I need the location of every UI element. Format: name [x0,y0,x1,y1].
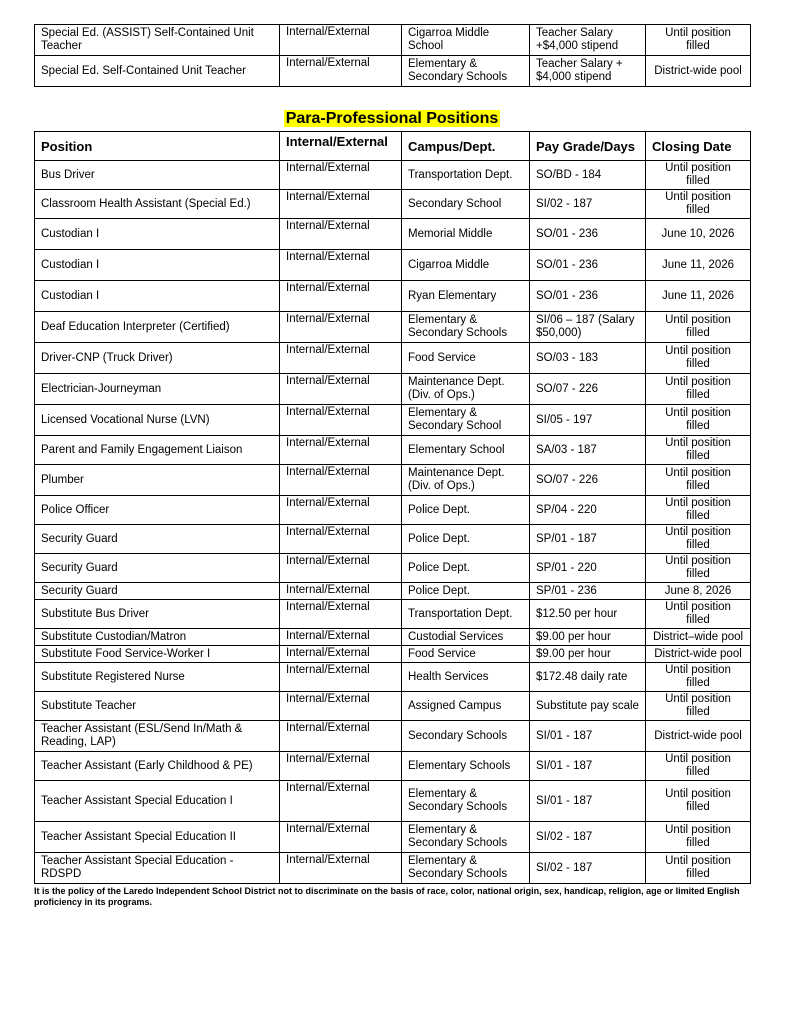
cell-internal-external: Internal/External [280,219,402,250]
cell-pay-grade: SO/01 - 236 [530,281,646,312]
cell-campus: Transportation Dept. [402,600,530,629]
cell-campus: Memorial Middle [402,219,530,250]
header-internal-external: Internal/External [280,132,402,161]
document-page [34,24,750,908]
teacher-positions-table [34,24,751,87]
cell-position: Security Guard [35,583,280,600]
cell-campus: Police Dept. [402,583,530,600]
cell-pay-grade: SP/01 - 236 [530,583,646,600]
cell-closing-date: Until position filled [646,822,751,853]
cell-closing-date: District-wide pool [646,721,751,752]
table-row [35,250,751,281]
table-row [35,583,751,600]
cell-position: Classroom Health Assistant (Special Ed.) [35,190,280,219]
table-row [35,692,751,721]
cell-pay-grade: SO/BD - 184 [530,161,646,190]
cell-pay-grade: SI/02 - 187 [530,853,646,884]
teacher-positions-body [35,25,751,87]
cell-closing-date: Until position filled [646,600,751,629]
table-row [35,405,751,436]
cell-position: Bus Driver [35,161,280,190]
cell-campus: Police Dept. [402,554,530,583]
cell-internal-external: Internal/External [280,554,402,583]
table-row [35,822,751,853]
cell-closing-date: Until position filled [646,161,751,190]
table-row [35,374,751,405]
table-row [35,312,751,343]
cell-closing-date: June 10, 2026 [646,219,751,250]
cell-internal-external: Internal/External [280,646,402,663]
cell-pay-grade: SO/01 - 236 [530,250,646,281]
cell-pay-grade: SI/01 - 187 [530,721,646,752]
cell-position: Police Officer [35,496,280,525]
cell-internal-external: Internal/External [280,343,402,374]
cell-closing-date: Until position filled [646,343,751,374]
cell-internal-external: Internal/External [280,583,402,600]
table-row [35,436,751,465]
cell-position: Custodian I [35,219,280,250]
cell-position: Substitute Custodian/Matron [35,629,280,646]
cell-pay-grade: SI/02 - 187 [530,822,646,853]
cell-position: Teacher Assistant Special Education I [35,781,280,822]
cell-closing-date: June 11, 2026 [646,250,751,281]
cell-internal-external: Internal/External [280,496,402,525]
cell-campus: Food Service [402,343,530,374]
cell-pay-grade: SI/01 - 187 [530,752,646,781]
cell-pay-grade: $12.50 per hour [530,600,646,629]
cell-pay-grade: SP/04 - 220 [530,496,646,525]
cell-pay-grade: SO/01 - 236 [530,219,646,250]
cell-position: Special Ed. Self-Contained Unit Teacher [35,56,280,87]
section-title: Para-Professional Positions [285,110,499,127]
table-row [35,343,751,374]
table-row [35,465,751,496]
table-row [35,752,751,781]
cell-pay-grade: SA/03 - 187 [530,436,646,465]
header-campus: Campus/Dept. [402,132,530,161]
cell-closing-date: Until position filled [646,465,751,496]
cell-position: Substitute Teacher [35,692,280,721]
table-row [35,554,751,583]
table-row [35,781,751,822]
cell-position: Custodian I [35,281,280,312]
cell-campus: Health Services [402,663,530,692]
table-row [35,219,751,250]
cell-campus: Transportation Dept. [402,161,530,190]
cell-pay-grade: SP/01 - 187 [530,525,646,554]
table-row [35,496,751,525]
cell-internal-external: Internal/External [280,721,402,752]
cell-campus: Elementary & Secondary Schools [402,822,530,853]
cell-campus: Elementary & Secondary Schools [402,853,530,884]
cell-campus: Cigarroa Middle School [402,25,530,56]
cell-position: Teacher Assistant Special Education II [35,822,280,853]
cell-position: Substitute Registered Nurse [35,663,280,692]
cell-closing-date: Until position filled [646,692,751,721]
cell-pay-grade: Teacher Salary +$4,000 stipend [530,25,646,56]
cell-internal-external: Internal/External [280,374,402,405]
cell-internal-external: Internal/External [280,692,402,721]
cell-internal-external: Internal/External [280,663,402,692]
cell-pay-grade: $172.48 daily rate [530,663,646,692]
para-professional-table [34,131,751,884]
cell-internal-external: Internal/External [280,281,402,312]
table-row [35,190,751,219]
cell-position: Security Guard [35,525,280,554]
cell-closing-date: Until position filled [646,752,751,781]
cell-closing-date: Until position filled [646,781,751,822]
cell-position: Parent and Family Engagement Liaison [35,436,280,465]
cell-internal-external: Internal/External [280,525,402,554]
cell-position: Security Guard [35,554,280,583]
cell-closing-date: Until position filled [646,525,751,554]
cell-closing-date: District-wide pool [646,56,751,87]
table-row [35,853,751,884]
table-row [35,629,751,646]
cell-pay-grade: Teacher Salary + $4,000 stipend [530,56,646,87]
cell-internal-external: Internal/External [280,752,402,781]
table-row [35,25,751,56]
cell-pay-grade: $9.00 per hour [530,629,646,646]
section-title-wrapper [34,109,750,131]
cell-internal-external: Internal/External [280,465,402,496]
cell-pay-grade: SI/05 - 197 [530,405,646,436]
cell-closing-date: June 8, 2026 [646,583,751,600]
cell-closing-date: District-wide pool [646,646,751,663]
cell-position: Special Ed. (ASSIST) Self-Contained Unit Teacher [35,25,280,56]
table-row [35,646,751,663]
cell-closing-date: Until position filled [646,853,751,884]
table-row [35,281,751,312]
cell-internal-external: Internal/External [280,405,402,436]
cell-closing-date: Until position filled [646,496,751,525]
para-professional-body [35,161,751,884]
cell-campus: Maintenance Dept. (Div. of Ops.) [402,465,530,496]
cell-closing-date: Until position filled [646,190,751,219]
cell-position: Teacher Assistant (ESL/Send In/Math & Reading, LAP) [35,721,280,752]
cell-position: Teacher Assistant Special Education - RDSPD [35,853,280,884]
cell-pay-grade: SO/03 - 183 [530,343,646,374]
cell-internal-external: Internal/External [280,56,402,87]
cell-pay-grade: $9.00 per hour [530,646,646,663]
table-row [35,525,751,554]
cell-internal-external: Internal/External [280,250,402,281]
table-row [35,56,751,87]
cell-position: Teacher Assistant (Early Childhood & PE) [35,752,280,781]
table-row [35,663,751,692]
non-discrimination-notice: It is the policy of the Laredo Independent School District not to discriminate on the basis of race, color, national origin, sex, handicap, religion, age or limited English proficiency in its programs. [34,886,740,907]
cell-campus: Police Dept. [402,525,530,554]
cell-closing-date: Until position filled [646,436,751,465]
cell-position: Substitute Food Service-Worker I [35,646,280,663]
cell-internal-external: Internal/External [280,822,402,853]
cell-pay-grade: SI/02 - 187 [530,190,646,219]
cell-campus: Food Service [402,646,530,663]
cell-position: Substitute Bus Driver [35,600,280,629]
cell-campus: Elementary & Secondary Schools [402,56,530,87]
cell-closing-date: Until position filled [646,312,751,343]
table-row [35,600,751,629]
cell-position: Electrician-Journeyman [35,374,280,405]
cell-pay-grade: SI/01 - 187 [530,781,646,822]
cell-pay-grade: SP/01 - 220 [530,554,646,583]
cell-pay-grade: Substitute pay scale [530,692,646,721]
header-closing-date: Closing Date [646,132,751,161]
cell-pay-grade: SO/07 - 226 [530,465,646,496]
cell-position: Plumber [35,465,280,496]
cell-campus: Assigned Campus [402,692,530,721]
cell-campus: Elementary School [402,436,530,465]
table-row [35,161,751,190]
cell-closing-date: Until position filled [646,663,751,692]
cell-campus: Police Dept. [402,496,530,525]
cell-campus: Elementary & Secondary Schools [402,781,530,822]
cell-position: Custodian I [35,250,280,281]
cell-closing-date: Until position filled [646,405,751,436]
cell-internal-external: Internal/External [280,190,402,219]
cell-internal-external: Internal/External [280,25,402,56]
cell-closing-date: Until position filled [646,554,751,583]
cell-position: Licensed Vocational Nurse (LVN) [35,405,280,436]
cell-closing-date: Until position filled [646,25,751,56]
cell-closing-date: June 11, 2026 [646,281,751,312]
header-position: Position [35,132,280,161]
cell-campus: Elementary & Secondary School [402,405,530,436]
header-pay-grade: Pay Grade/Days [530,132,646,161]
cell-internal-external: Internal/External [280,629,402,646]
cell-internal-external: Internal/External [280,436,402,465]
cell-campus: Maintenance Dept. (Div. of Ops.) [402,374,530,405]
cell-position: Deaf Education Interpreter (Certified) [35,312,280,343]
cell-campus: Secondary Schools [402,721,530,752]
table-header-row [35,132,751,161]
cell-campus: Cigarroa Middle [402,250,530,281]
cell-internal-external: Internal/External [280,781,402,822]
cell-campus: Custodial Services [402,629,530,646]
table-row [35,721,751,752]
cell-pay-grade: SO/07 - 226 [530,374,646,405]
cell-closing-date: Until position filled [646,374,751,405]
cell-position: Driver-CNP (Truck Driver) [35,343,280,374]
cell-internal-external: Internal/External [280,161,402,190]
cell-internal-external: Internal/External [280,600,402,629]
cell-campus: Elementary & Secondary Schools [402,312,530,343]
cell-closing-date: District–wide pool [646,629,751,646]
cell-internal-external: Internal/External [280,312,402,343]
cell-internal-external: Internal/External [280,853,402,884]
cell-pay-grade: SI/06 – 187 (Salary $50,000) [530,312,646,343]
cell-campus: Secondary School [402,190,530,219]
cell-campus: Elementary Schools [402,752,530,781]
cell-campus: Ryan Elementary [402,281,530,312]
